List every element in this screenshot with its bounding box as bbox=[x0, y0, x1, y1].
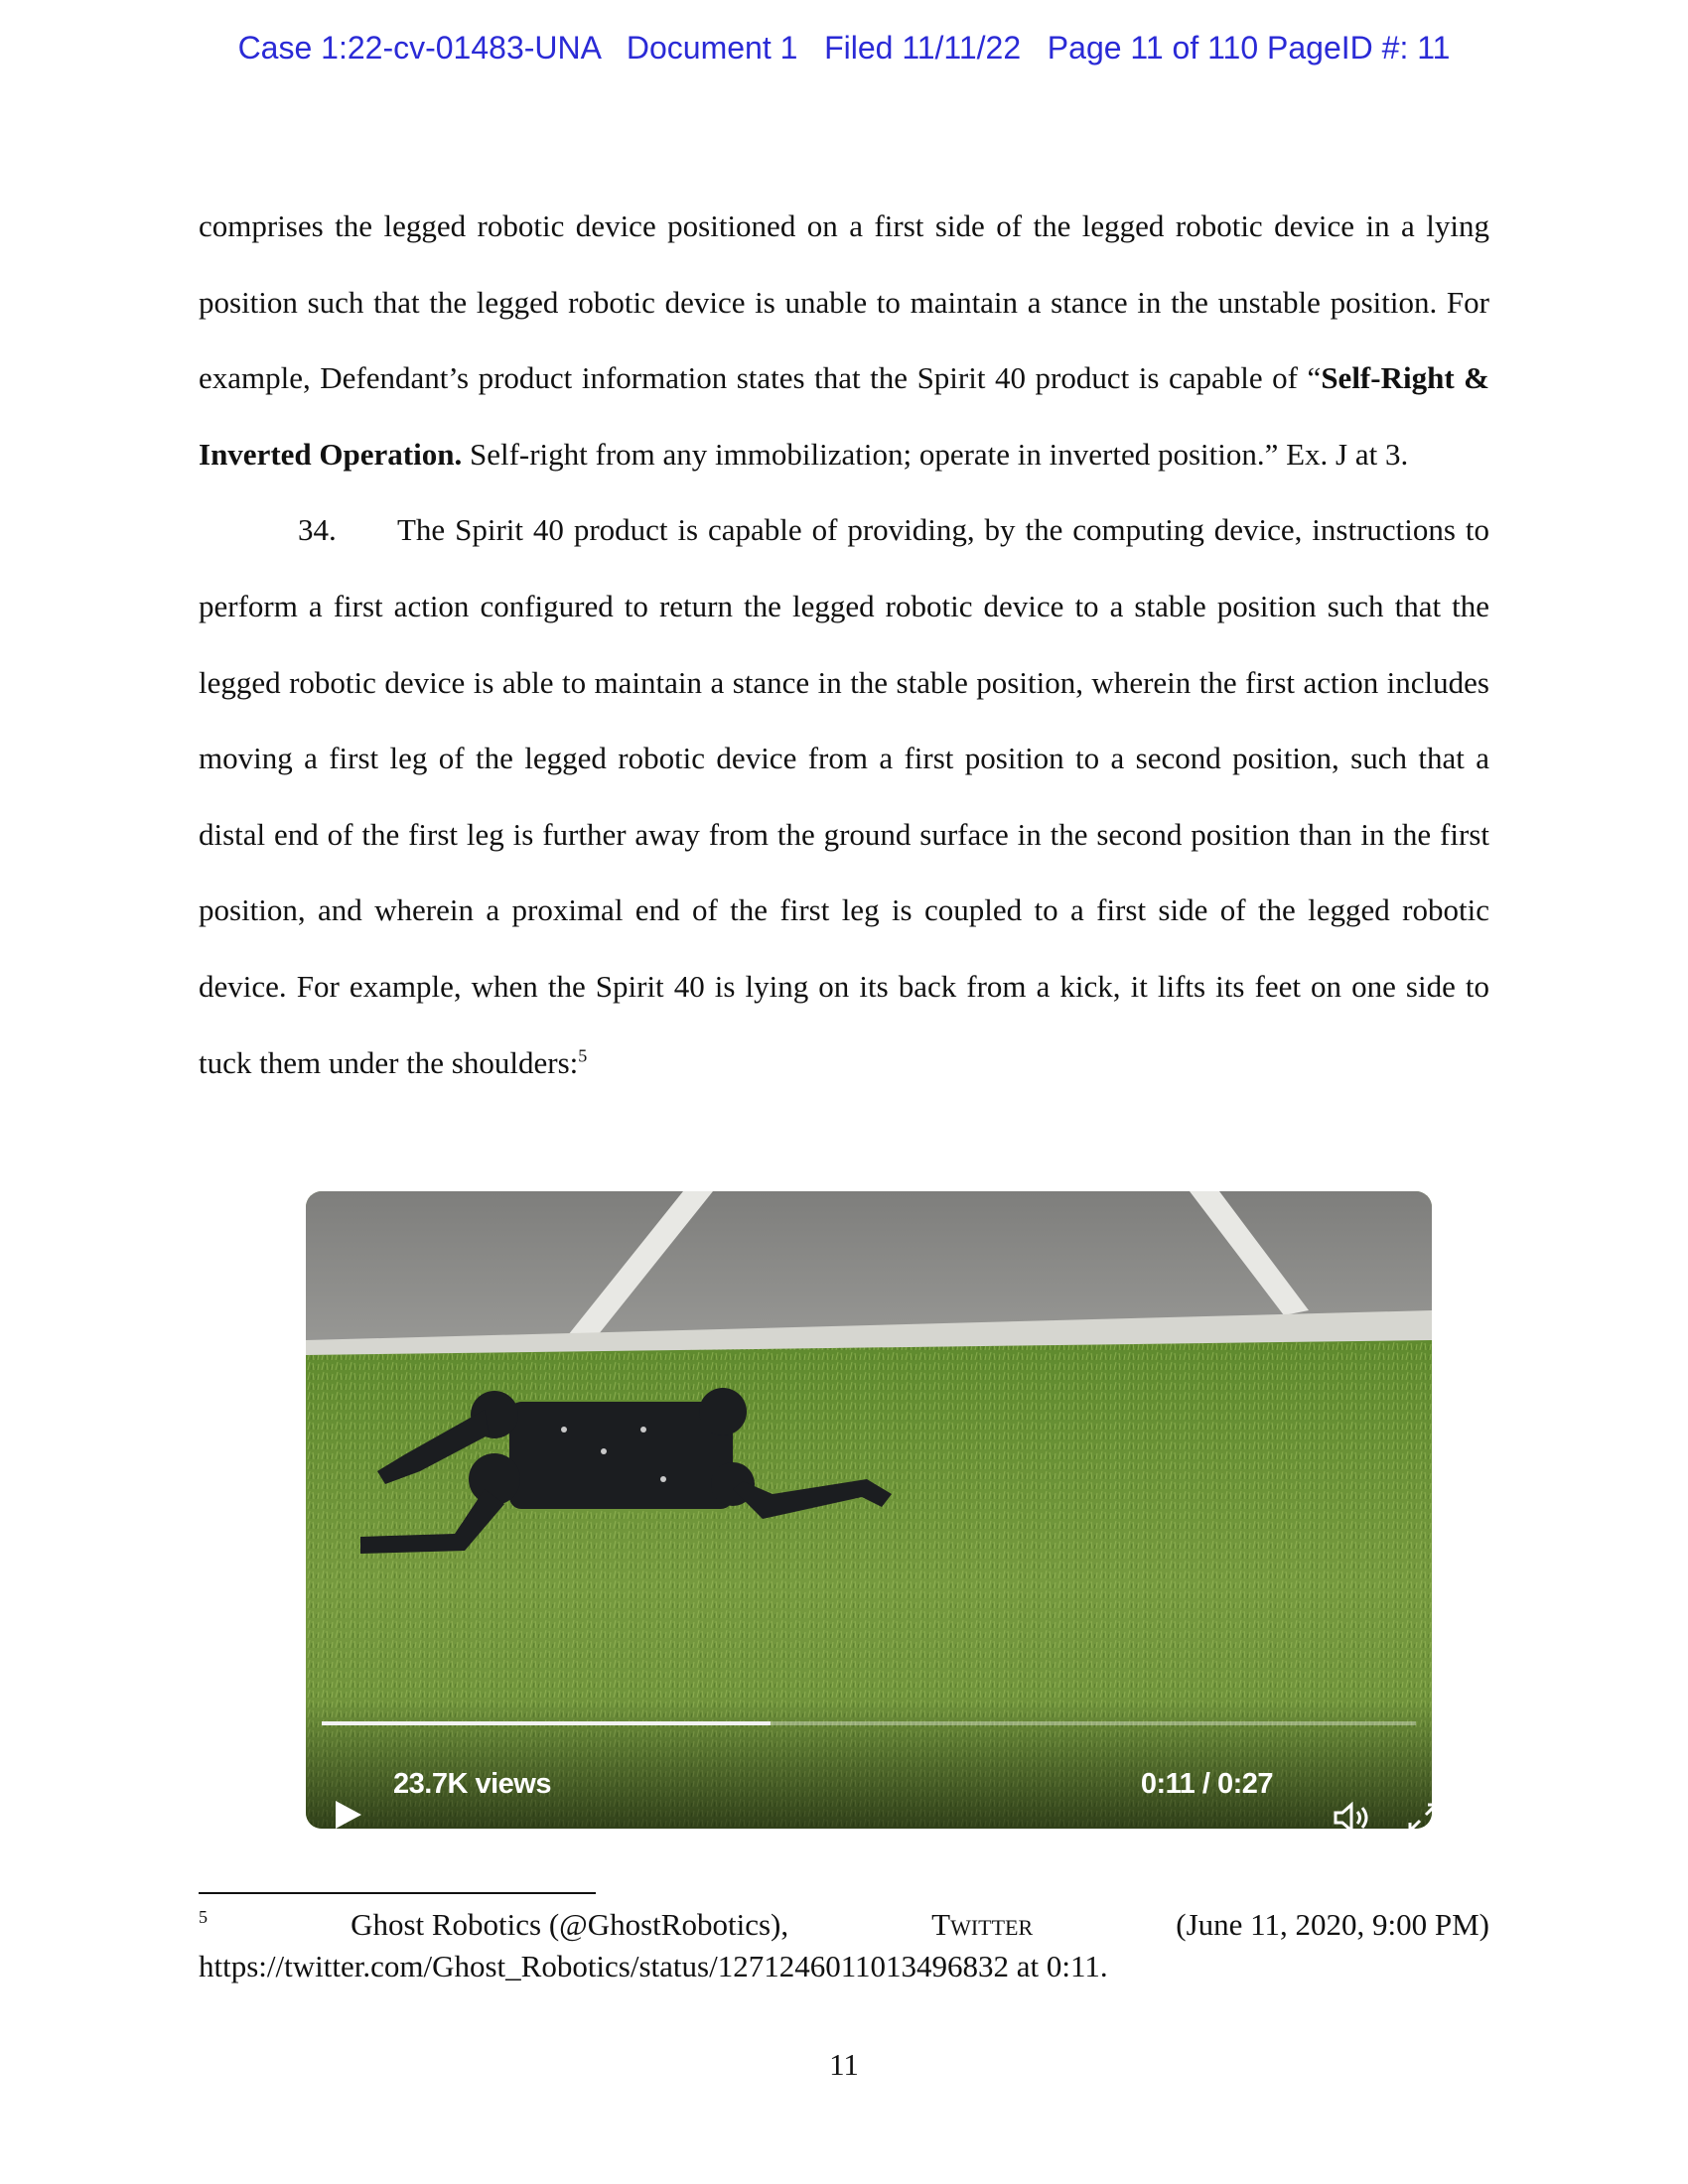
footnote-line-1 bbox=[199, 1906, 1489, 1948]
footnote-author: Ghost Robotics (@GhostRobotics), bbox=[351, 1907, 789, 1942]
video-controls bbox=[306, 1700, 1432, 1829]
paragraph-continued: comprises the legged robotic device positioned on a first side of the legged robotic device in a lying position such that the legged robotic device is unable to maintain a stance in the unstable position. For example, Defendant’s product information states that the Spirit 40 product is capable of “Self-Right & Inverted Operation. Self-right from any immobilization; operate in inverted position.” Ex. J at 3. bbox=[199, 208, 1489, 472]
footnote-mark: 5 bbox=[199, 1907, 208, 1927]
paragraph-34-text: The Spirit 40 product is capable of providing, by the computing device, instructions to perform a first action configured to return the legged robotic device to a stable position such that the legged robotic device is able to maintain a stance in the stable position, wherein the first action includes moving a first leg of the legged robotic device from a first position to a second position, such that a distal end of the first leg is further away from the ground surface in the second position than in the first position, and wherein a proximal end of the first leg is coupled to a first side of the legged robotic device. For example, when the Spirit 40 is lying on its back from a kick, it lifts its feet on one side to tuck them under the shoulders: bbox=[199, 512, 1489, 1080]
bold-quote: Self-Right & Inverted Operation. bbox=[199, 360, 1489, 472]
video-time: 0:11 / 0:27 bbox=[1140, 1768, 1273, 1800]
footnote-reference: 5 bbox=[578, 1045, 588, 1066]
progress-bar[interactable] bbox=[322, 1721, 1416, 1725]
footnote-url: https://twitter.com/Ghost_Robotics/status/1271246011013496832 at 0:11. bbox=[199, 1949, 1108, 1983]
paragraph-number: 34. bbox=[298, 512, 337, 548]
body-text bbox=[199, 189, 1489, 1101]
page-id: Page 11 of 110 PageID #: 11 bbox=[1047, 30, 1451, 66]
paragraph-34 bbox=[199, 492, 1489, 1101]
progress-fill bbox=[322, 1721, 771, 1725]
footnote-source: Twitter bbox=[931, 1907, 1034, 1942]
video-player[interactable] bbox=[306, 1191, 1432, 1829]
document-number: Document 1 bbox=[626, 30, 798, 66]
view-count: 23.7K views bbox=[393, 1768, 551, 1800]
footnote bbox=[199, 1906, 1489, 1985]
footnote-date: (June 11, 2020, 9:00 PM) bbox=[1176, 1907, 1489, 1942]
footnote-divider bbox=[199, 1892, 596, 1894]
filed-date: Filed 11/11/22 bbox=[824, 30, 1022, 66]
page-number: 11 bbox=[829, 2047, 859, 2082]
case-number: Case 1:22-cv-01483-UNA bbox=[237, 30, 601, 66]
case-header bbox=[0, 30, 1688, 67]
